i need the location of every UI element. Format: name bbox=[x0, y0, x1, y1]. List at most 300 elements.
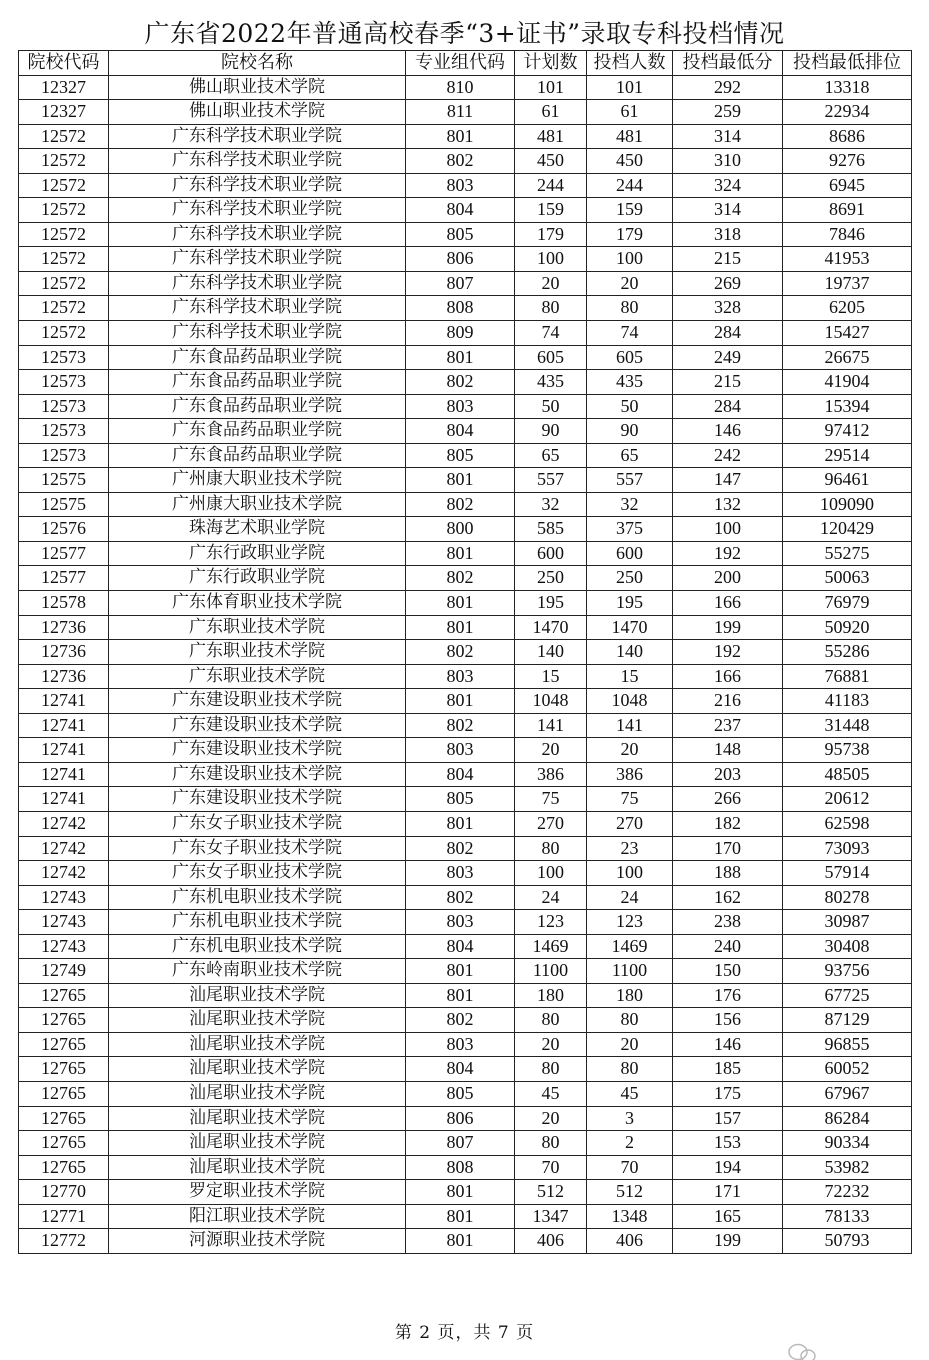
admitted-count-cell: 512 bbox=[587, 1180, 673, 1205]
min-score-cell: 237 bbox=[673, 713, 783, 738]
group-code-cell: 803 bbox=[406, 1032, 515, 1057]
admitted-count-cell: 600 bbox=[587, 541, 673, 566]
plan-count-cell: 450 bbox=[515, 149, 587, 174]
table-row bbox=[19, 394, 912, 419]
school-code-cell: 12327 bbox=[19, 75, 109, 100]
min-rank-cell: 19737 bbox=[783, 271, 912, 296]
min-rank-cell: 13318 bbox=[783, 75, 912, 100]
admitted-count-cell: 250 bbox=[587, 566, 673, 591]
min-score-cell: 242 bbox=[673, 443, 783, 468]
admitted-count-cell: 1100 bbox=[587, 959, 673, 984]
admitted-count-cell: 141 bbox=[587, 713, 673, 738]
admitted-count-cell: 45 bbox=[587, 1081, 673, 1106]
admitted-count-cell: 195 bbox=[587, 591, 673, 616]
school-name-cell: 广东职业技术学院 bbox=[109, 640, 406, 665]
group-code-cell: 806 bbox=[406, 1106, 515, 1131]
min-rank-cell: 50793 bbox=[783, 1229, 912, 1254]
school-name-cell: 广东体育职业技术学院 bbox=[109, 591, 406, 616]
min-rank-cell: 80278 bbox=[783, 885, 912, 910]
group-code-cell: 802 bbox=[406, 492, 515, 517]
group-code-cell: 804 bbox=[406, 934, 515, 959]
plan-count-cell: 100 bbox=[515, 247, 587, 272]
min-score-cell: 199 bbox=[673, 1229, 783, 1254]
wechat-logo-icon bbox=[782, 1336, 929, 1360]
table-row bbox=[19, 419, 912, 444]
group-code-cell: 802 bbox=[406, 885, 515, 910]
min-rank-cell: 29514 bbox=[783, 443, 912, 468]
admission-table bbox=[18, 50, 912, 1254]
admitted-count-cell: 2 bbox=[587, 1131, 673, 1156]
min-score-cell: 238 bbox=[673, 910, 783, 935]
school-code-cell: 12770 bbox=[19, 1180, 109, 1205]
min-rank-cell: 50920 bbox=[783, 615, 912, 640]
school-name-cell: 广东机电职业技术学院 bbox=[109, 934, 406, 959]
min-rank-cell: 96461 bbox=[783, 468, 912, 493]
table-row bbox=[19, 296, 912, 321]
min-score-cell: 148 bbox=[673, 738, 783, 763]
table-row bbox=[19, 124, 912, 149]
school-name-cell: 广州康大职业技术学院 bbox=[109, 468, 406, 493]
school-name-cell: 汕尾职业技术学院 bbox=[109, 1131, 406, 1156]
table-row bbox=[19, 370, 912, 395]
group-code-cell: 807 bbox=[406, 271, 515, 296]
min-score-cell: 162 bbox=[673, 885, 783, 910]
table-row bbox=[19, 75, 912, 100]
admitted-count-cell: 270 bbox=[587, 811, 673, 836]
plan-count-cell: 100 bbox=[515, 861, 587, 886]
col-plan-count: 计划数 bbox=[515, 51, 587, 76]
table-body bbox=[19, 75, 912, 1253]
table-row bbox=[19, 198, 912, 223]
admitted-count-cell: 386 bbox=[587, 762, 673, 787]
plan-count-cell: 1470 bbox=[515, 615, 587, 640]
table-row bbox=[19, 1131, 912, 1156]
admitted-count-cell: 65 bbox=[587, 443, 673, 468]
min-rank-cell: 26675 bbox=[783, 345, 912, 370]
min-rank-cell: 95738 bbox=[783, 738, 912, 763]
school-code-cell: 12572 bbox=[19, 247, 109, 272]
table-row bbox=[19, 640, 912, 665]
table-row bbox=[19, 1032, 912, 1057]
min-score-cell: 292 bbox=[673, 75, 783, 100]
table-row bbox=[19, 934, 912, 959]
min-score-cell: 318 bbox=[673, 222, 783, 247]
group-code-cell: 810 bbox=[406, 75, 515, 100]
table-row bbox=[19, 1180, 912, 1205]
min-rank-cell: 41904 bbox=[783, 370, 912, 395]
group-code-cell: 804 bbox=[406, 762, 515, 787]
school-code-cell: 12573 bbox=[19, 370, 109, 395]
min-score-cell: 328 bbox=[673, 296, 783, 321]
header-row bbox=[19, 51, 912, 76]
admitted-count-cell: 20 bbox=[587, 738, 673, 763]
min-score-cell: 314 bbox=[673, 198, 783, 223]
admitted-count-cell: 15 bbox=[587, 664, 673, 689]
plan-count-cell: 1048 bbox=[515, 689, 587, 714]
plan-count-cell: 20 bbox=[515, 1106, 587, 1131]
admitted-count-cell: 1469 bbox=[587, 934, 673, 959]
min-rank-cell: 7846 bbox=[783, 222, 912, 247]
min-score-cell: 310 bbox=[673, 149, 783, 174]
school-name-cell: 阳江职业技术学院 bbox=[109, 1204, 406, 1229]
col-min-score: 投档最低分 bbox=[673, 51, 783, 76]
group-code-cell: 803 bbox=[406, 738, 515, 763]
school-name-cell: 广东食品药品职业学院 bbox=[109, 345, 406, 370]
admitted-count-cell: 406 bbox=[587, 1229, 673, 1254]
school-code-cell: 12736 bbox=[19, 640, 109, 665]
min-rank-cell: 109090 bbox=[783, 492, 912, 517]
plan-count-cell: 605 bbox=[515, 345, 587, 370]
school-code-cell: 12743 bbox=[19, 910, 109, 935]
group-code-cell: 802 bbox=[406, 566, 515, 591]
table-row bbox=[19, 271, 912, 296]
group-code-cell: 803 bbox=[406, 910, 515, 935]
group-code-cell: 809 bbox=[406, 321, 515, 346]
min-score-cell: 199 bbox=[673, 615, 783, 640]
school-name-cell: 广东职业技术学院 bbox=[109, 664, 406, 689]
min-rank-cell: 30987 bbox=[783, 910, 912, 935]
group-code-cell: 802 bbox=[406, 370, 515, 395]
table-row bbox=[19, 173, 912, 198]
table-row bbox=[19, 762, 912, 787]
school-name-cell: 广东建设职业技术学院 bbox=[109, 738, 406, 763]
min-score-cell: 266 bbox=[673, 787, 783, 812]
admitted-count-cell: 123 bbox=[587, 910, 673, 935]
table-row bbox=[19, 468, 912, 493]
table-row bbox=[19, 713, 912, 738]
min-score-cell: 175 bbox=[673, 1081, 783, 1106]
group-code-cell: 806 bbox=[406, 247, 515, 272]
page-number: 第 2 页，共 7 页 bbox=[394, 1323, 535, 1343]
school-code-cell: 12577 bbox=[19, 541, 109, 566]
school-name-cell: 广东建设职业技术学院 bbox=[109, 713, 406, 738]
group-code-cell: 804 bbox=[406, 198, 515, 223]
min-rank-cell: 6945 bbox=[783, 173, 912, 198]
group-code-cell: 811 bbox=[406, 100, 515, 125]
min-score-cell: 166 bbox=[673, 591, 783, 616]
school-code-cell: 12572 bbox=[19, 296, 109, 321]
group-code-cell: 805 bbox=[406, 787, 515, 812]
min-rank-cell: 78133 bbox=[783, 1204, 912, 1229]
admitted-count-cell: 557 bbox=[587, 468, 673, 493]
plan-count-cell: 600 bbox=[515, 541, 587, 566]
group-code-cell: 804 bbox=[406, 1057, 515, 1082]
group-code-cell: 807 bbox=[406, 1131, 515, 1156]
school-code-cell: 12572 bbox=[19, 222, 109, 247]
school-code-cell: 12742 bbox=[19, 861, 109, 886]
plan-count-cell: 481 bbox=[515, 124, 587, 149]
col-group-code: 专业组代码 bbox=[406, 51, 515, 76]
group-code-cell: 802 bbox=[406, 640, 515, 665]
plan-count-cell: 70 bbox=[515, 1155, 587, 1180]
school-name-cell: 广东建设职业技术学院 bbox=[109, 787, 406, 812]
min-rank-cell: 96855 bbox=[783, 1032, 912, 1057]
table-header bbox=[19, 51, 912, 76]
school-name-cell: 汕尾职业技术学院 bbox=[109, 983, 406, 1008]
min-score-cell: 192 bbox=[673, 541, 783, 566]
plan-count-cell: 80 bbox=[515, 1057, 587, 1082]
plan-count-cell: 101 bbox=[515, 75, 587, 100]
school-code-cell: 12765 bbox=[19, 1032, 109, 1057]
school-code-cell: 12743 bbox=[19, 885, 109, 910]
school-code-cell: 12771 bbox=[19, 1204, 109, 1229]
school-code-cell: 12742 bbox=[19, 836, 109, 861]
min-score-cell: 240 bbox=[673, 934, 783, 959]
table-row bbox=[19, 517, 912, 542]
table-row bbox=[19, 591, 912, 616]
plan-count-cell: 24 bbox=[515, 885, 587, 910]
plan-count-cell: 45 bbox=[515, 1081, 587, 1106]
min-rank-cell: 73093 bbox=[783, 836, 912, 861]
min-score-cell: 182 bbox=[673, 811, 783, 836]
table-row bbox=[19, 1229, 912, 1254]
min-rank-cell: 55286 bbox=[783, 640, 912, 665]
group-code-cell: 801 bbox=[406, 1180, 515, 1205]
min-rank-cell: 120429 bbox=[783, 517, 912, 542]
school-name-cell: 汕尾职业技术学院 bbox=[109, 1155, 406, 1180]
min-rank-cell: 30408 bbox=[783, 934, 912, 959]
min-rank-cell: 9276 bbox=[783, 149, 912, 174]
admitted-count-cell: 481 bbox=[587, 124, 673, 149]
plan-count-cell: 406 bbox=[515, 1229, 587, 1254]
plan-count-cell: 386 bbox=[515, 762, 587, 787]
group-code-cell: 802 bbox=[406, 1008, 515, 1033]
school-code-cell: 12327 bbox=[19, 100, 109, 125]
school-name-cell: 广东女子职业技术学院 bbox=[109, 811, 406, 836]
min-score-cell: 284 bbox=[673, 321, 783, 346]
school-name-cell: 广东科学技术职业学院 bbox=[109, 321, 406, 346]
school-name-cell: 广东女子职业技术学院 bbox=[109, 836, 406, 861]
group-code-cell: 801 bbox=[406, 983, 515, 1008]
min-rank-cell: 97412 bbox=[783, 419, 912, 444]
school-name-cell: 汕尾职业技术学院 bbox=[109, 1106, 406, 1131]
plan-count-cell: 180 bbox=[515, 983, 587, 1008]
school-name-cell: 广东食品药品职业学院 bbox=[109, 370, 406, 395]
col-school-name: 院校名称 bbox=[109, 51, 406, 76]
school-code-cell: 12765 bbox=[19, 1106, 109, 1131]
table-row bbox=[19, 1155, 912, 1180]
admitted-count-cell: 75 bbox=[587, 787, 673, 812]
school-name-cell: 广东科学技术职业学院 bbox=[109, 149, 406, 174]
min-score-cell: 146 bbox=[673, 1032, 783, 1057]
table-row bbox=[19, 861, 912, 886]
group-code-cell: 801 bbox=[406, 591, 515, 616]
school-code-cell: 12573 bbox=[19, 345, 109, 370]
table-row bbox=[19, 738, 912, 763]
group-code-cell: 801 bbox=[406, 615, 515, 640]
admitted-count-cell: 100 bbox=[587, 861, 673, 886]
min-score-cell: 170 bbox=[673, 836, 783, 861]
plan-count-cell: 1100 bbox=[515, 959, 587, 984]
min-rank-cell: 15394 bbox=[783, 394, 912, 419]
admitted-count-cell: 20 bbox=[587, 1032, 673, 1057]
min-rank-cell: 8686 bbox=[783, 124, 912, 149]
group-code-cell: 808 bbox=[406, 296, 515, 321]
school-name-cell: 广东科学技术职业学院 bbox=[109, 222, 406, 247]
admitted-count-cell: 24 bbox=[587, 885, 673, 910]
school-name-cell: 河源职业技术学院 bbox=[109, 1229, 406, 1254]
table-row bbox=[19, 959, 912, 984]
school-name-cell: 广东科学技术职业学院 bbox=[109, 124, 406, 149]
school-code-cell: 12765 bbox=[19, 983, 109, 1008]
school-code-cell: 12736 bbox=[19, 664, 109, 689]
school-name-cell: 广东科学技术职业学院 bbox=[109, 247, 406, 272]
group-code-cell: 803 bbox=[406, 394, 515, 419]
school-name-cell: 广东机电职业技术学院 bbox=[109, 910, 406, 935]
admitted-count-cell: 140 bbox=[587, 640, 673, 665]
min-rank-cell: 67967 bbox=[783, 1081, 912, 1106]
table-row bbox=[19, 664, 912, 689]
school-name-cell: 广东食品药品职业学院 bbox=[109, 419, 406, 444]
group-code-cell: 808 bbox=[406, 1155, 515, 1180]
table-row bbox=[19, 1081, 912, 1106]
min-rank-cell: 87129 bbox=[783, 1008, 912, 1033]
group-code-cell: 801 bbox=[406, 1204, 515, 1229]
table-row bbox=[19, 541, 912, 566]
min-rank-cell: 67725 bbox=[783, 983, 912, 1008]
plan-count-cell: 1469 bbox=[515, 934, 587, 959]
plan-count-cell: 20 bbox=[515, 738, 587, 763]
min-score-cell: 147 bbox=[673, 468, 783, 493]
school-code-cell: 12742 bbox=[19, 811, 109, 836]
admitted-count-cell: 70 bbox=[587, 1155, 673, 1180]
school-name-cell: 广东科学技术职业学院 bbox=[109, 296, 406, 321]
table-row bbox=[19, 787, 912, 812]
school-name-cell: 广东科学技术职业学院 bbox=[109, 198, 406, 223]
admitted-count-cell: 101 bbox=[587, 75, 673, 100]
table-row bbox=[19, 811, 912, 836]
plan-count-cell: 74 bbox=[515, 321, 587, 346]
plan-count-cell: 75 bbox=[515, 787, 587, 812]
admitted-count-cell: 90 bbox=[587, 419, 673, 444]
page-title: 广东省2022年普通高校春季“3+证书”录取专科投档情况 bbox=[144, 19, 785, 48]
admitted-count-cell: 435 bbox=[587, 370, 673, 395]
group-code-cell: 801 bbox=[406, 345, 515, 370]
table-row bbox=[19, 885, 912, 910]
group-code-cell: 804 bbox=[406, 419, 515, 444]
group-code-cell: 803 bbox=[406, 861, 515, 886]
group-code-cell: 801 bbox=[406, 541, 515, 566]
school-code-cell: 12765 bbox=[19, 1008, 109, 1033]
min-score-cell: 171 bbox=[673, 1180, 783, 1205]
admitted-count-cell: 61 bbox=[587, 100, 673, 125]
school-name-cell: 汕尾职业技术学院 bbox=[109, 1081, 406, 1106]
col-admitted-count: 投档人数 bbox=[587, 51, 673, 76]
min-score-cell: 194 bbox=[673, 1155, 783, 1180]
table-row bbox=[19, 149, 912, 174]
plan-count-cell: 435 bbox=[515, 370, 587, 395]
table-row bbox=[19, 1057, 912, 1082]
school-name-cell: 广东职业技术学院 bbox=[109, 615, 406, 640]
min-rank-cell: 57914 bbox=[783, 861, 912, 886]
group-code-cell: 805 bbox=[406, 1081, 515, 1106]
table-row bbox=[19, 492, 912, 517]
school-name-cell: 汕尾职业技术学院 bbox=[109, 1057, 406, 1082]
plan-count-cell: 80 bbox=[515, 296, 587, 321]
min-rank-cell: 20612 bbox=[783, 787, 912, 812]
min-score-cell: 166 bbox=[673, 664, 783, 689]
school-code-cell: 12741 bbox=[19, 762, 109, 787]
min-rank-cell: 93756 bbox=[783, 959, 912, 984]
min-score-cell: 176 bbox=[673, 983, 783, 1008]
min-rank-cell: 53982 bbox=[783, 1155, 912, 1180]
admitted-count-cell: 80 bbox=[587, 1057, 673, 1082]
group-code-cell: 801 bbox=[406, 124, 515, 149]
admitted-count-cell: 1470 bbox=[587, 615, 673, 640]
school-code-cell: 12572 bbox=[19, 173, 109, 198]
admitted-count-cell: 159 bbox=[587, 198, 673, 223]
group-code-cell: 800 bbox=[406, 517, 515, 542]
school-code-cell: 12736 bbox=[19, 615, 109, 640]
min-score-cell: 156 bbox=[673, 1008, 783, 1033]
school-code-cell: 12572 bbox=[19, 149, 109, 174]
min-score-cell: 216 bbox=[673, 689, 783, 714]
school-name-cell: 广东行政职业学院 bbox=[109, 541, 406, 566]
plan-count-cell: 32 bbox=[515, 492, 587, 517]
table-row bbox=[19, 222, 912, 247]
table-row bbox=[19, 321, 912, 346]
admitted-count-cell: 20 bbox=[587, 271, 673, 296]
plan-count-cell: 195 bbox=[515, 591, 587, 616]
school-name-cell: 广州康大职业技术学院 bbox=[109, 492, 406, 517]
school-code-cell: 12749 bbox=[19, 959, 109, 984]
plan-count-cell: 90 bbox=[515, 419, 587, 444]
min-rank-cell: 41953 bbox=[783, 247, 912, 272]
school-name-cell: 广东建设职业技术学院 bbox=[109, 762, 406, 787]
school-code-cell: 12741 bbox=[19, 689, 109, 714]
table-row bbox=[19, 836, 912, 861]
min-rank-cell: 15427 bbox=[783, 321, 912, 346]
school-code-cell: 12765 bbox=[19, 1131, 109, 1156]
min-rank-cell: 60052 bbox=[783, 1057, 912, 1082]
table-row bbox=[19, 443, 912, 468]
school-name-cell: 广东食品药品职业学院 bbox=[109, 443, 406, 468]
school-code-cell: 12772 bbox=[19, 1229, 109, 1254]
group-code-cell: 801 bbox=[406, 689, 515, 714]
admitted-count-cell: 605 bbox=[587, 345, 673, 370]
plan-count-cell: 20 bbox=[515, 271, 587, 296]
group-code-cell: 805 bbox=[406, 443, 515, 468]
min-score-cell: 132 bbox=[673, 492, 783, 517]
school-name-cell: 珠海艺术职业学院 bbox=[109, 517, 406, 542]
school-code-cell: 12575 bbox=[19, 492, 109, 517]
min-rank-cell: 48505 bbox=[783, 762, 912, 787]
min-rank-cell: 72232 bbox=[783, 1180, 912, 1205]
school-code-cell: 12743 bbox=[19, 934, 109, 959]
min-score-cell: 165 bbox=[673, 1204, 783, 1229]
min-rank-cell: 22934 bbox=[783, 100, 912, 125]
min-score-cell: 150 bbox=[673, 959, 783, 984]
min-score-cell: 100 bbox=[673, 517, 783, 542]
min-rank-cell: 31448 bbox=[783, 713, 912, 738]
table-row bbox=[19, 345, 912, 370]
min-score-cell: 249 bbox=[673, 345, 783, 370]
plan-count-cell: 20 bbox=[515, 1032, 587, 1057]
table-row bbox=[19, 689, 912, 714]
admitted-count-cell: 3 bbox=[587, 1106, 673, 1131]
admitted-count-cell: 450 bbox=[587, 149, 673, 174]
admitted-count-cell: 1348 bbox=[587, 1204, 673, 1229]
table-row bbox=[19, 1204, 912, 1229]
min-score-cell: 192 bbox=[673, 640, 783, 665]
table-row bbox=[19, 615, 912, 640]
school-code-cell: 12572 bbox=[19, 124, 109, 149]
plan-count-cell: 80 bbox=[515, 836, 587, 861]
admitted-count-cell: 375 bbox=[587, 517, 673, 542]
school-name-cell: 汕尾职业技术学院 bbox=[109, 1008, 406, 1033]
school-name-cell: 汕尾职业技术学院 bbox=[109, 1032, 406, 1057]
school-code-cell: 12741 bbox=[19, 738, 109, 763]
